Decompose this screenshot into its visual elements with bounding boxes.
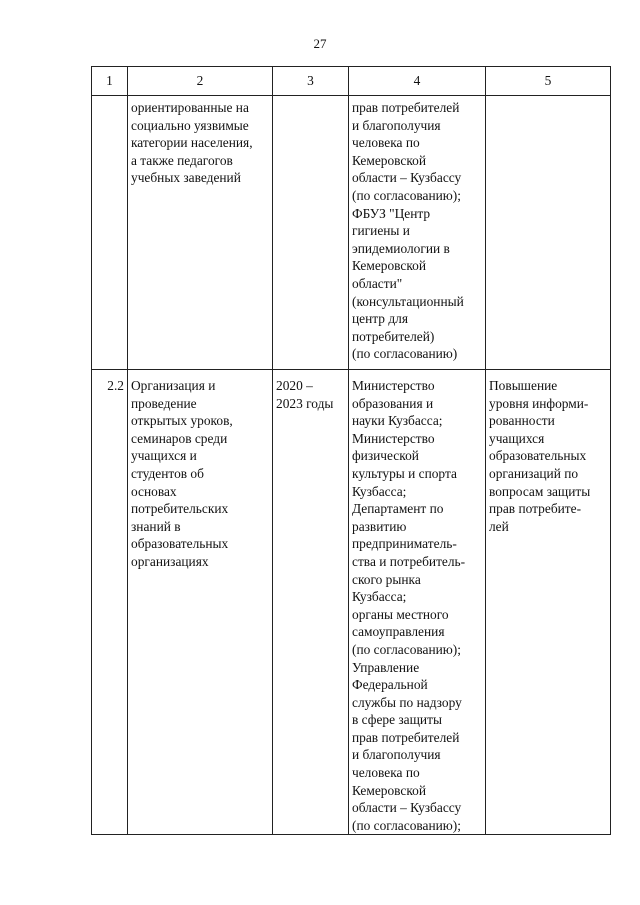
activity-text: Организация и проведение открытых уроков, семинаров среди учащихся и студентов об основах потребительских знаний в образовательных организациях xyxy=(131,378,233,569)
activity-text: ориентированные на социально уязвимые категории населения, а также педагогов учебных заведений xyxy=(131,100,253,186)
result-text: Повышение уровня информи- рованности учащихся образовательных организаций по вопросам защиты прав потребите- лей xyxy=(489,378,591,534)
period-cell xyxy=(273,96,349,370)
executors-text: Министерство образования и науки Кузбасса; Министерство физической культуры и спорта Кузбасса; Департамент по развитию предприниматель- ства и потребитель- ского рынка Кузбасса; органы местного самоуправления (по согласованию); Управление Федеральной службы по надзору в сфере защиты прав потребителей и благополучия человека по Кемеровской области – Кузбассу (по согласованию); xyxy=(352,378,466,833)
activity-cell xyxy=(128,96,273,370)
executors-cell xyxy=(349,370,486,835)
row-number: 2.2 xyxy=(107,378,124,393)
row-number-cell xyxy=(92,370,128,835)
plan-table xyxy=(91,66,611,835)
executors-text: прав потребителей и благополучия человека по Кемеровской области – Кузбассу (по согласованию); ФБУЗ "Центр гигиены и эпидемиологии в Кемеровской области" (консультационный центр для потребителей) (по согласованию) xyxy=(352,100,464,362)
result-cell xyxy=(486,370,611,835)
column-header-4: 4 xyxy=(349,67,486,96)
period-text: 2020 – 2023 годы xyxy=(276,378,334,411)
activity-cell xyxy=(128,370,273,835)
table-row xyxy=(92,96,611,370)
table-header-row xyxy=(92,67,611,96)
column-header-1: 1 xyxy=(92,67,128,96)
period-cell xyxy=(273,370,349,835)
page-number: 27 xyxy=(313,36,327,51)
result-cell xyxy=(486,96,611,370)
column-header-2: 2 xyxy=(128,67,273,96)
row-number-cell xyxy=(92,96,128,370)
executors-cell xyxy=(349,96,486,370)
column-header-3: 3 xyxy=(273,67,349,96)
table-row xyxy=(92,370,611,835)
column-header-5: 5 xyxy=(486,67,611,96)
